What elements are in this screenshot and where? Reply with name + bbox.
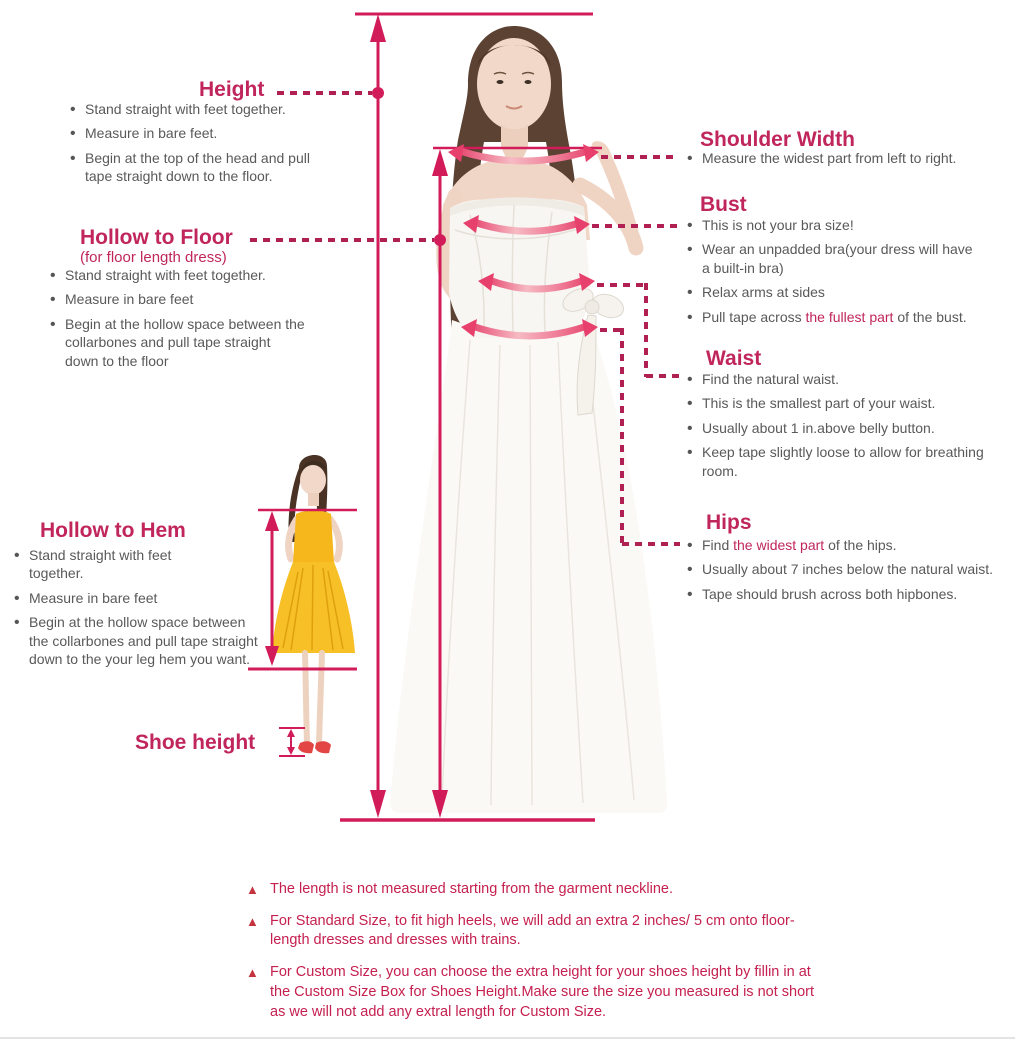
model-floor-length-dress-photo <box>390 26 667 813</box>
instruction-text: Usually about 7 inches below the natural waist. <box>702 561 994 578</box>
face <box>300 465 326 495</box>
shoulder-width-instructions <box>685 149 1012 173</box>
instruction-item <box>68 149 330 186</box>
instruction-item <box>685 370 1012 388</box>
note-text: For Standard Size, to fit high heels, we will add an extra 2 inches/ 5 cm onto floor-length dresses and dresses with trains. <box>270 912 795 949</box>
skirt <box>390 318 667 813</box>
right-shoe <box>315 741 331 753</box>
neck <box>308 493 319 506</box>
note-text: For Custom Size, you can choose the extra height for your shoes height by fillin in at the Custom Size Box for Shoes Height.Make sure the size you measured is not short as we will not add any extral length for Custom Size. <box>270 964 815 1020</box>
note-item <box>246 963 831 1022</box>
instruction-text: This is the smallest part of your waist. <box>702 395 936 412</box>
eye <box>497 80 504 84</box>
eye <box>525 80 532 84</box>
hollow-to-floor-subtitle: (for floor length dress) <box>80 249 227 266</box>
instruction-text: Measure in bare feet <box>29 589 158 606</box>
instruction-text: of the bust. <box>893 308 967 325</box>
instruction-item <box>685 240 980 277</box>
instruction-item <box>685 443 1012 480</box>
instruction-text: Pull tape across <box>702 308 806 325</box>
dress-bodice <box>293 510 334 563</box>
instruction-item <box>12 546 229 583</box>
note-item <box>246 912 831 951</box>
instruction-item <box>12 613 264 668</box>
instruction-text: Measure in bare feet. <box>85 125 218 142</box>
bust-title: Bust <box>700 193 747 216</box>
instruction-item <box>12 589 264 607</box>
highlighted-phrase: the fullest part <box>805 308 894 325</box>
highlighted-phrase: the widest part <box>733 537 825 553</box>
left-leg <box>305 653 307 742</box>
instruction-text: Stand straight with feet together. <box>85 101 286 117</box>
instruction-text: Begin at the top of the head and pull tape straight down to the floor. <box>85 149 310 185</box>
shoe-height-bracket <box>279 728 305 756</box>
instruction-text: Wear an unpadded bra(your dress will have a built-in bra) <box>702 241 973 276</box>
model-knee-length-dress-photo <box>272 455 355 753</box>
warning-notes <box>246 880 831 1034</box>
bust-instructions <box>685 216 1012 332</box>
hollow-to-hem-instructions <box>12 546 264 675</box>
instruction-text: Stand straight with feet together. <box>29 547 172 582</box>
instruction-text: Measure the widest part from left to right. <box>702 150 957 166</box>
note-text: The length is not measured starting from the garment neckline. <box>270 881 673 897</box>
instruction-text: Measure in bare feet <box>65 291 194 308</box>
instruction-item <box>685 283 1012 301</box>
instruction-text: Stand straight with feet together. <box>65 267 266 283</box>
instruction-item <box>685 560 1012 578</box>
height-title: Height <box>199 78 265 101</box>
instruction-text: Find <box>702 537 734 553</box>
waist-title: Waist <box>706 347 762 370</box>
instruction-item <box>685 585 1012 603</box>
instruction-item <box>685 419 1012 437</box>
instruction-text: Begin at the hollow space between the collarbones and pull tape straight down to the your leg hem you want. <box>29 614 258 668</box>
instruction-item <box>685 394 1012 412</box>
hips-instructions <box>685 536 1012 609</box>
waist-instructions <box>685 370 1012 486</box>
left-shoe <box>298 741 314 753</box>
instruction-item <box>48 315 306 370</box>
hollow-to-floor-instructions <box>48 266 306 376</box>
warning-triangle-icon: ▲ <box>246 882 259 897</box>
instruction-text: Tape should brush across both hipbones. <box>702 585 958 602</box>
instruction-text: Relax arms at sides <box>702 284 825 301</box>
shoe-height-title: Shoe height <box>135 731 256 754</box>
instruction-text: Begin at the hollow space between the collarbones and pull tape straight down to the floor <box>65 315 305 369</box>
shoulder-width-title: Shoulder Width <box>700 128 855 151</box>
instruction-item <box>68 124 330 142</box>
right-leg <box>319 653 322 742</box>
instruction-item <box>48 290 306 308</box>
hollow-to-floor-title: Hollow to Floor <box>80 226 233 249</box>
warning-triangle-icon: ▲ <box>246 913 259 929</box>
hips-title: Hips <box>706 511 752 534</box>
height-measure-line <box>370 14 386 818</box>
instruction-text: Find the natural waist. <box>702 371 839 387</box>
instruction-text: Keep tape slightly loose to allow for breathing room. <box>702 444 984 479</box>
instruction-item <box>685 216 1012 234</box>
instruction-text: Usually about 1 in.above belly button. <box>702 419 935 436</box>
note-item <box>246 880 831 900</box>
instruction-item <box>68 100 330 118</box>
instruction-text: of the hips. <box>824 537 897 553</box>
instruction-item <box>685 536 1012 554</box>
warning-triangle-icon: ▲ <box>246 965 259 981</box>
hollow-to-hem-title: Hollow to Hem <box>40 519 186 542</box>
instruction-item <box>685 308 1012 326</box>
height-instructions <box>68 100 330 192</box>
instruction-item <box>48 266 306 284</box>
instruction-text: This is not your bra size! <box>702 217 854 233</box>
instruction-item <box>685 149 1012 167</box>
